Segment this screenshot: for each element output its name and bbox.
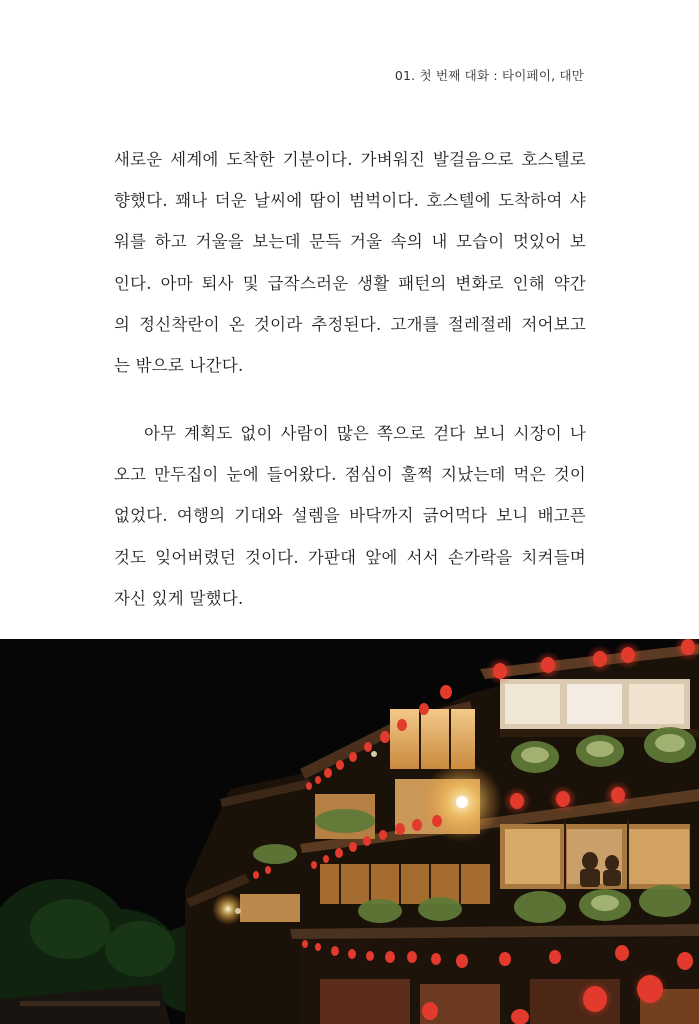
paragraph-2 <box>114 413 586 619</box>
night-teahouse-photo <box>0 639 699 1024</box>
paragraph-line: 것도 잊어버렸던 것이다. 가판대 앞에 서서 손가락을 치켜들며 <box>114 547 586 567</box>
paragraph-line: 새로운 세계에 도착한 기분이다. 가벼워진 발걸음으로 호스텔로 <box>114 150 586 169</box>
running-header: 01. 첫 번째 대화 : 타이페이, 대만 <box>394 68 584 83</box>
paragraph-line: 향했다. 꽤나 더운 날씨에 땀이 범벅이다. 호스텔에 도착하여 샤 <box>114 191 586 211</box>
paragraph-line: 자신 있게 말했다. <box>114 588 244 608</box>
paragraph-line: 없었다. 여행의 기대와 설렘을 바닥까지 긁어먹다 보니 배고픈 <box>114 506 586 526</box>
paragraph-line: 워를 하고 거울을 보는데 문득 거울 속의 내 모습이 멋있어 보 <box>114 232 586 252</box>
paragraph-line: 는 밖으로 나간다. <box>114 355 244 375</box>
paragraph-line: 오고 만두집이 눈에 들어왔다. 점심이 훌쩍 지났는데 먹은 것이 <box>114 465 586 485</box>
paragraph-line: 아무 계획도 없이 사람이 많은 쪽으로 걷다 보니 시장이 나 <box>144 424 586 443</box>
paragraph-line: 의 정신착란이 온 것이라 추정된다. 고개를 절레절레 저어보고 <box>114 314 586 334</box>
paragraph-1 <box>114 139 586 386</box>
paragraph-line: 인다. 아마 퇴사 및 급작스러운 생활 패턴의 변화로 인해 약간 <box>114 273 586 293</box>
